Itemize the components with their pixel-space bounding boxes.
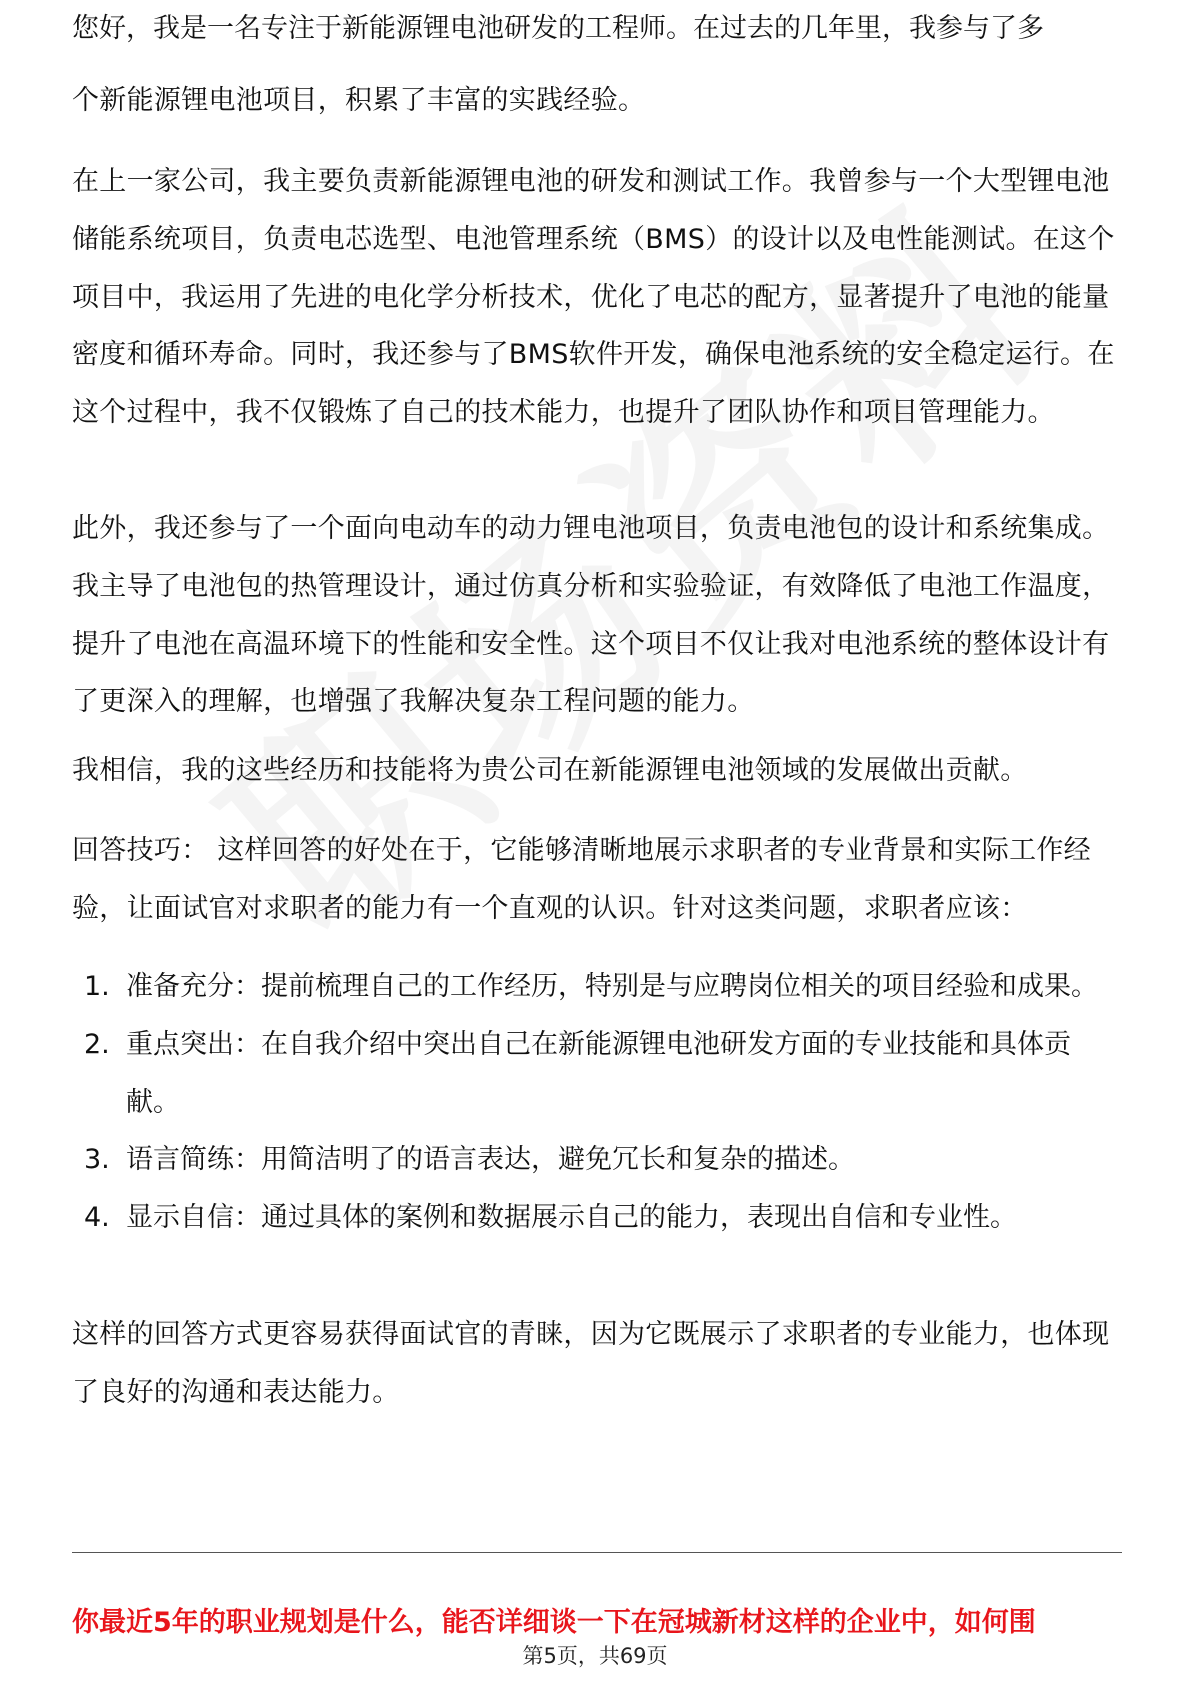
closing-statement: 我相信，我的这些经历和技能将为贵公司在新能源锂电池领域的发展做出贡献。 xyxy=(72,755,1028,786)
list-item: 2. 重点突出：在自我介绍中突出自己在新能源锂电池研发方面的专业技能和具体贡献。 xyxy=(84,1028,1071,1118)
intro-paragraph-end: 个新能源锂电池项目，积累了丰富的实践经验。 xyxy=(72,85,646,116)
divider xyxy=(72,1552,1122,1553)
tips-list xyxy=(72,958,1122,1247)
summary-paragraph: 这样的回答方式更容易获得面试官的青睐，因为它既展示了求职者的专业能力，也体现了良好的沟通和表达能力。 xyxy=(72,1319,1110,1408)
list-item: 1. 准备充分：提前梳理自己的工作经历，特别是与应聘岗位相关的项目经验和成果。 xyxy=(84,971,1098,1002)
next-question-heading: 你最近5年的职业规划是什么，能否详细谈一下在冠城新材这样的企业中，如何围 xyxy=(72,1607,1036,1638)
cut-off-line: 您好，我是一名专注于新能源锂电池研发的工程师。在过去的几年里，我参与了多 xyxy=(72,13,1044,44)
list-item: 4. 显示自信：通过具体的案例和数据展示自己的能力，表现出自信和专业性。 xyxy=(84,1202,1017,1234)
answer-tips-intro: 回答技巧： 这样回答的好处在于，它能够清晰地展示求职者的专业背景和实际工作经验，让面试官对求职者的能力有一个直观的认识。针对这类问题，求职者应该： xyxy=(72,835,1091,924)
experience-paragraph-1: 在上一家公司，我主要负责新能源锂电池的研发和测试工作。我曾参与一个大型锂电池储能系统项目，负责电芯选型、电池管理系统（BMS）的设计以及电性能测试。在这个项目中，我运用了先进的电化学分析技术，优化了电芯的配方，显著提升了电池的能量密度和循环寿命。同时，我还参与了BMS软件开发，确保电池系统的安全稳定运行。在这个过程中，我不仅锻炼了自己的技术能力，也提升了团队协作和项目管理能力。 xyxy=(72,166,1115,429)
page-number: 第5页，共69页 xyxy=(522,1644,668,1668)
experience-paragraph-2: 此外，我还参与了一个面向电动车的动力锂电池项目，负责电池包的设计和系统集成。我主导了电池包的热管理设计，通过仿真分析和实验验证，有效降低了电池工作温度，提升了电池在高温环境下的性能和安全性。这个项目不仅让我对电池系统的整体设计有了更深入的理解，也增强了我解决复杂工程问题的能力。 xyxy=(72,513,1110,718)
list-item: 3. 语言简练：用简洁明了的语言表达，避免冗长和复杂的描述。 xyxy=(84,1144,855,1176)
